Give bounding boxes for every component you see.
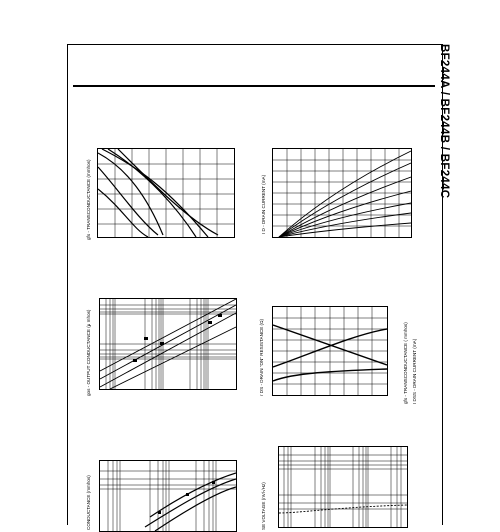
on-resistance-chart-svg bbox=[273, 307, 387, 395]
drain-current-axis-label: I D - DRAIN CURRENT (mA) bbox=[261, 174, 266, 234]
drain-current-chart-svg bbox=[273, 149, 411, 237]
transconductance-chart-svg bbox=[98, 149, 234, 237]
transconductance-axis-label: gfs - TRANSCONDUCTANCE (mmhos) bbox=[86, 159, 91, 240]
conductance-chart-svg bbox=[100, 461, 236, 531]
title-area bbox=[436, 44, 450, 204]
output-conductance-chart-svg bbox=[100, 299, 236, 389]
transconductance-2-axis-label: gfs - TRANSCONDUCTANCE ( mmhos) bbox=[403, 322, 408, 404]
page-title: BF244A / BF244B / BF244C bbox=[438, 44, 450, 199]
noise-voltage-chart bbox=[278, 446, 408, 528]
drain-current-2-axis-label: I DSS - DRAIN CURRENT (mA) bbox=[412, 338, 417, 404]
output-conductance-chart bbox=[99, 298, 237, 390]
on-resistance-chart bbox=[272, 306, 388, 396]
header-rule bbox=[73, 85, 435, 87]
noise-voltage-axis-label: SE VOLTAGE (nV/√Hz) bbox=[261, 482, 266, 530]
drain-current-chart bbox=[272, 148, 412, 238]
noise-voltage-chart-svg bbox=[279, 447, 407, 527]
conductance-axis-label: CONDUCTANCE (mmhos) bbox=[86, 475, 91, 530]
output-conductance-axis-label: gos - OUTPUT CONDUCTANCE (μ mhos) bbox=[86, 309, 91, 396]
on-resistance-axis-label: r DS - DRAIN "ON" RESISTANCE (Ω) bbox=[259, 318, 264, 396]
transconductance-chart bbox=[97, 148, 235, 238]
conductance-chart bbox=[99, 460, 237, 532]
